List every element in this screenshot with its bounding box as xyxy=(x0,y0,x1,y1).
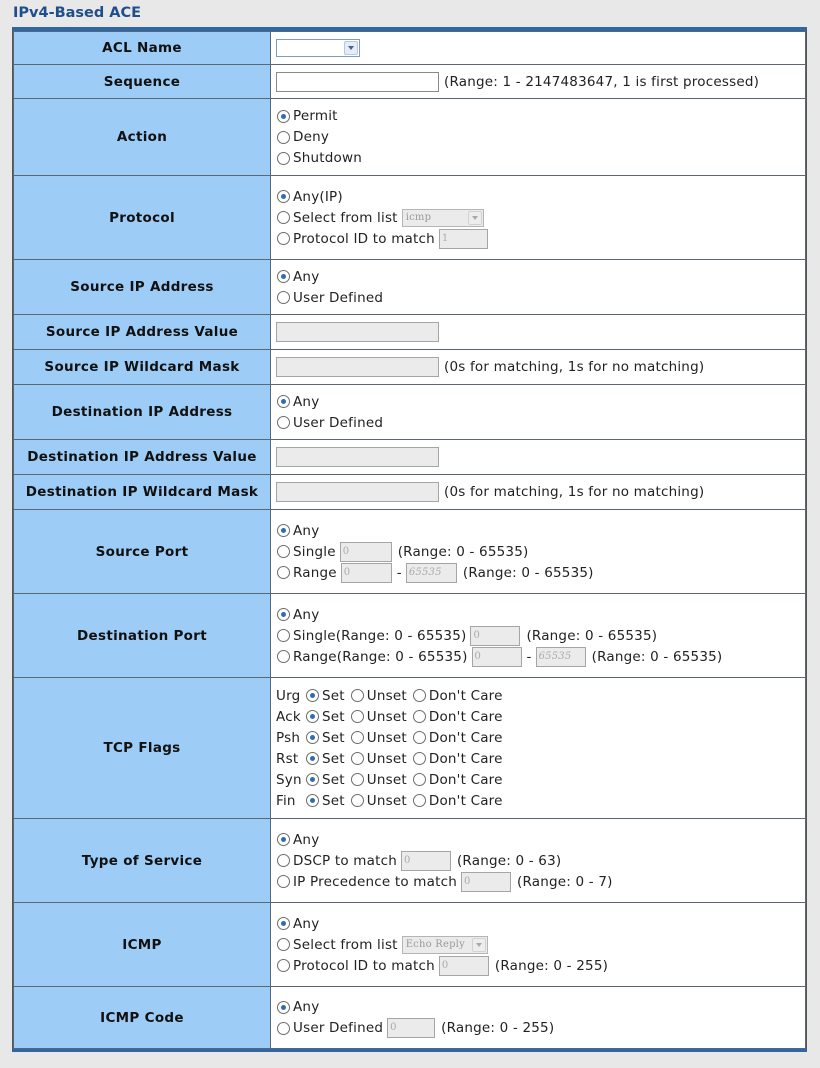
protocol-id-input[interactable]: 1 xyxy=(439,229,488,249)
tcp-flag-set-label: Set xyxy=(322,792,345,809)
icmp-code-label: ICMP Code xyxy=(14,987,271,1049)
tos-prec-input[interactable]: 0 xyxy=(461,872,511,892)
tcp-flag-set-label: Set xyxy=(322,750,345,767)
action-shutdown-radio[interactable] xyxy=(277,152,290,165)
protocol-id-label: Protocol ID to match xyxy=(293,230,435,247)
dst-port-any-radio[interactable] xyxy=(277,608,290,621)
src-ip-cell xyxy=(271,260,806,315)
tcp-flag-rst xyxy=(276,748,805,769)
tcp-flag-dontcare-radio[interactable] xyxy=(413,794,426,807)
tcp-flag-urg xyxy=(276,685,805,706)
chevron-down-icon xyxy=(468,211,482,225)
src-port-range-from[interactable]: 0 xyxy=(341,563,392,583)
src-port-single-input[interactable]: 0 xyxy=(340,542,392,562)
tcp-flag-psh xyxy=(276,727,805,748)
src-port-range-to[interactable]: 65535 xyxy=(406,563,457,583)
tos-cell xyxy=(271,819,806,903)
src-port-range-sep: - xyxy=(396,564,402,581)
dst-port-any-label: Any xyxy=(293,606,320,623)
tcp-flag-unset-label: Unset xyxy=(366,750,407,767)
action-shutdown-label: Shutdown xyxy=(293,150,363,166)
src-port-single-hint: (Range: 0 - 65535) xyxy=(397,543,529,560)
tcp-flag-set-label: Set xyxy=(322,687,345,704)
acl-name-select[interactable] xyxy=(276,39,360,57)
protocol-list-select[interactable]: icmp xyxy=(402,209,484,227)
sequence-cell xyxy=(271,65,806,99)
src-port-single-radio[interactable] xyxy=(277,545,290,558)
protocol-list-label: Select from list xyxy=(293,209,398,226)
tos-dscp-label: DSCP to match xyxy=(293,852,397,869)
src-ip-any-radio[interactable] xyxy=(277,270,290,283)
row-icmp-code xyxy=(14,987,806,1049)
tcp-flag-dontcare-label: Don't Care xyxy=(428,771,503,788)
tos-label: Type of Service xyxy=(14,819,271,903)
tcp-flag-unset-radio[interactable] xyxy=(351,794,364,807)
icmp-id-label: Protocol ID to match xyxy=(293,957,435,974)
src-port-label: Source Port xyxy=(14,510,271,594)
tcp-flag-dontcare-radio[interactable] xyxy=(413,731,426,744)
tcp-flag-fin xyxy=(276,790,805,811)
src-port-any-label: Any xyxy=(293,522,320,539)
ace-table xyxy=(13,31,806,1049)
icmp-list-radio[interactable] xyxy=(277,938,290,951)
ace-form xyxy=(12,27,807,1052)
dst-port-label: Destination Port xyxy=(14,594,271,678)
dst-ip-value-cell xyxy=(271,440,806,475)
tcp-flag-unset-label: Unset xyxy=(366,771,407,788)
protocol-any-radio[interactable] xyxy=(277,190,290,203)
tcp-flag-name: Ack xyxy=(276,708,301,725)
action-permit-radio[interactable] xyxy=(277,110,290,123)
icmp-list-label: Select from list xyxy=(293,936,398,953)
tcp-flag-unset-radio[interactable] xyxy=(351,752,364,765)
tcp-flag-dontcare-label: Don't Care xyxy=(428,729,503,746)
icmp-code-user-label: User Defined xyxy=(293,1020,384,1036)
tcp-flag-unset-label: Unset xyxy=(366,687,407,704)
row-dst-ip-value xyxy=(14,440,806,475)
src-ip-label: Source IP Address xyxy=(14,260,271,315)
dst-ip-label: Destination IP Address xyxy=(14,385,271,440)
dst-ip-value-label: Destination IP Address Value xyxy=(14,440,271,475)
protocol-any-label: Any(IP) xyxy=(293,188,343,205)
action-permit-label: Permit xyxy=(293,108,338,124)
row-dst-ip xyxy=(14,385,806,440)
page-title: IPv4-Based ACE xyxy=(13,5,142,21)
dst-ip-any-label: Any xyxy=(293,393,320,410)
tcp-flag-unset-radio[interactable] xyxy=(351,710,364,723)
row-src-ip xyxy=(14,260,806,315)
tcp-flag-unset-radio[interactable] xyxy=(351,773,364,786)
dst-port-range-radio[interactable] xyxy=(277,650,290,663)
src-port-range-label: Range xyxy=(293,564,337,581)
dst-ip-mask-input[interactable] xyxy=(276,482,439,502)
icmp-code-user-input[interactable]: 0 xyxy=(387,1018,435,1038)
dst-port-range-label: Range(Range: 0 - 65535) xyxy=(293,648,468,665)
row-tcp-flags xyxy=(14,678,806,819)
row-protocol xyxy=(14,176,806,260)
tcp-flag-set-radio[interactable] xyxy=(306,773,319,786)
src-ip-value-label: Source IP Address Value xyxy=(14,315,271,350)
dst-ip-any-radio[interactable] xyxy=(277,395,290,408)
src-port-single-label: Single xyxy=(293,543,336,560)
tos-any-radio[interactable] xyxy=(277,833,290,846)
tcp-flag-dontcare-radio[interactable] xyxy=(413,710,426,723)
icmp-code-any-radio[interactable] xyxy=(277,1001,290,1014)
protocol-cell xyxy=(271,176,806,260)
icmp-id-radio[interactable] xyxy=(277,959,290,972)
row-acl-name xyxy=(14,32,806,65)
tcp-flag-name: Fin xyxy=(276,792,296,809)
src-port-range-radio[interactable] xyxy=(277,566,290,579)
icmp-id-input[interactable]: 0 xyxy=(439,956,489,976)
sequence-hint: (Range: 1 - 2147483647, 1 is first processed) xyxy=(444,73,760,90)
sequence-input[interactable] xyxy=(276,72,439,92)
row-icmp xyxy=(14,903,806,987)
dst-port-cell xyxy=(271,594,806,678)
src-ip-mask-hint: (0s for matching, 1s for no matching) xyxy=(444,359,705,375)
icmp-cell xyxy=(271,903,806,987)
dst-port-range-from[interactable]: 0 xyxy=(472,647,522,667)
src-port-any-radio[interactable] xyxy=(277,524,290,537)
action-label: Action xyxy=(14,99,271,176)
dst-ip-user-label: User Defined xyxy=(293,414,384,431)
src-ip-mask-input[interactable] xyxy=(276,357,439,377)
tos-prec-hint: (Range: 0 - 7) xyxy=(517,873,613,890)
dst-ip-cell xyxy=(271,385,806,440)
chevron-down-icon xyxy=(344,41,358,55)
row-src-ip-value xyxy=(14,315,806,350)
action-deny-label: Deny xyxy=(293,129,330,145)
dst-port-range-sep: - xyxy=(526,648,532,665)
tcp-flag-unset-label: Unset xyxy=(366,792,407,809)
tcp-flag-set-radio[interactable] xyxy=(306,731,319,744)
row-action xyxy=(14,99,806,176)
row-dst-ip-mask xyxy=(14,475,806,510)
dst-port-single-radio[interactable] xyxy=(277,629,290,642)
tcp-flag-dontcare-label: Don't Care xyxy=(428,750,503,767)
sequence-label: Sequence xyxy=(14,65,271,99)
dst-ip-mask-cell xyxy=(271,475,806,510)
tcp-flag-dontcare-radio[interactable] xyxy=(413,689,426,702)
dst-ip-value-input[interactable] xyxy=(276,447,439,467)
icmp-list-select[interactable]: Echo Reply xyxy=(402,936,488,954)
icmp-code-user-hint: (Range: 0 - 255) xyxy=(441,1020,555,1036)
protocol-id-radio[interactable] xyxy=(277,232,290,245)
icmp-code-any-label: Any xyxy=(293,999,320,1015)
tcp-flag-set-radio[interactable] xyxy=(306,689,319,702)
protocol-label: Protocol xyxy=(14,176,271,260)
src-ip-mask-cell xyxy=(271,350,806,385)
tcp-flag-unset-radio[interactable] xyxy=(351,731,364,744)
dst-port-single-input[interactable]: 0 xyxy=(470,626,520,646)
tos-dscp-hint: (Range: 0 - 63) xyxy=(456,852,562,869)
dst-ip-mask-hint: (0s for matching, 1s for no matching) xyxy=(444,484,705,500)
dst-port-single-label: Single(Range: 0 - 65535) xyxy=(293,627,467,644)
src-ip-value-input[interactable] xyxy=(276,322,439,342)
tcp-flag-unset-label: Unset xyxy=(366,729,407,746)
tcp-flag-dontcare-label: Don't Care xyxy=(428,792,503,809)
tcp-flag-unset-radio[interactable] xyxy=(351,689,364,702)
tcp-flag-dontcare-label: Don't Care xyxy=(428,687,503,704)
row-dst-port xyxy=(14,594,806,678)
src-port-cell xyxy=(271,510,806,594)
tos-dscp-input[interactable]: 0 xyxy=(401,851,451,871)
src-ip-user-label: User Defined xyxy=(293,289,384,306)
tcp-flag-name: Syn xyxy=(276,771,302,788)
dst-port-range-hint: (Range: 0 - 65535) xyxy=(591,648,723,665)
chevron-down-icon xyxy=(472,938,486,952)
icmp-label: ICMP xyxy=(14,903,271,987)
dst-ip-user-radio[interactable] xyxy=(277,416,290,429)
row-tos xyxy=(14,819,806,903)
src-ip-mask-label: Source IP Wildcard Mask xyxy=(14,350,271,385)
dst-port-single-hint: (Range: 0 - 65535) xyxy=(526,627,658,644)
row-src-ip-mask xyxy=(14,350,806,385)
tcp-flag-dontcare-radio[interactable] xyxy=(413,773,426,786)
acl-name-cell xyxy=(271,32,806,65)
tcp-flag-name: Rst xyxy=(276,750,299,767)
dst-port-range-to[interactable]: 65535 xyxy=(536,647,586,667)
icmp-any-radio[interactable] xyxy=(277,917,290,930)
tcp-flag-dontcare-label: Don't Care xyxy=(428,708,503,725)
tcp-flag-ack xyxy=(276,706,805,727)
src-ip-user-radio[interactable] xyxy=(277,291,290,304)
row-src-port xyxy=(14,510,806,594)
tcp-flag-unset-label: Unset xyxy=(366,708,407,725)
tcp-flag-set-label: Set xyxy=(322,729,345,746)
acl-name-label: ACL Name xyxy=(14,32,271,65)
row-sequence xyxy=(14,65,806,99)
action-cell xyxy=(271,99,806,176)
protocol-list-radio[interactable] xyxy=(277,211,290,224)
icmp-any-label: Any xyxy=(293,915,320,932)
tcp-flags-cell xyxy=(271,678,806,819)
tcp-flag-set-radio[interactable] xyxy=(306,710,319,723)
tcp-flags-label: TCP Flags xyxy=(14,678,271,819)
tcp-flag-set-radio[interactable] xyxy=(306,794,319,807)
tcp-flag-syn xyxy=(276,769,805,790)
tcp-flag-name: Urg xyxy=(276,687,301,704)
action-deny-radio[interactable] xyxy=(277,131,290,144)
icmp-id-hint: (Range: 0 - 255) xyxy=(494,957,609,974)
tcp-flag-dontcare-radio[interactable] xyxy=(413,752,426,765)
tcp-flag-set-label: Set xyxy=(322,771,345,788)
tos-prec-label: IP Precedence to match xyxy=(293,873,457,890)
src-ip-value-cell xyxy=(271,315,806,350)
src-ip-any-label: Any xyxy=(293,268,320,285)
icmp-code-cell xyxy=(271,987,806,1049)
tos-prec-radio[interactable] xyxy=(277,875,290,888)
src-port-range-hint: (Range: 0 - 65535) xyxy=(462,564,594,581)
tcp-flag-set-label: Set xyxy=(322,708,345,725)
tcp-flag-name: Psh xyxy=(276,729,301,746)
icmp-code-user-radio[interactable] xyxy=(277,1022,290,1035)
tos-any-label: Any xyxy=(293,831,320,848)
tcp-flag-set-radio[interactable] xyxy=(306,752,319,765)
dst-ip-mask-label: Destination IP Wildcard Mask xyxy=(14,475,271,510)
tos-dscp-radio[interactable] xyxy=(277,854,290,867)
